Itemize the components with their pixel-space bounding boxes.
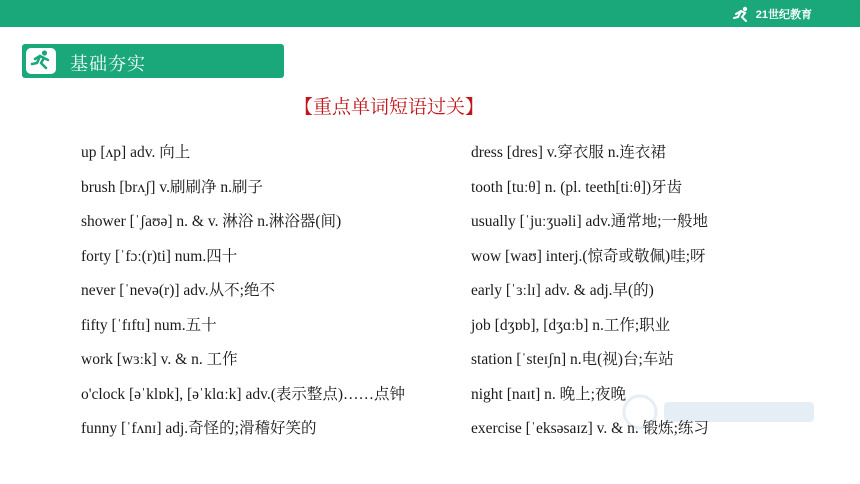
- vocab-item: up [ʌp] adv. 向上: [81, 144, 191, 161]
- running-figure-icon: [29, 49, 53, 73]
- section-icon-box: [26, 48, 56, 74]
- vocab-item: station [ˈsteɪʃn] n.电(视)台;车站: [471, 351, 674, 368]
- watermark-logo-icon: [620, 392, 820, 432]
- vocab-item: tooth [tuːθ] n. (pl. teeth[tiːθ])牙齿: [471, 178, 683, 196]
- vocabulary-subtitle: 【重点单词短语过关】: [294, 96, 485, 118]
- vocab-item: job [dʒɒb], [dʒɑːb] n.工作;职业: [471, 316, 671, 334]
- brand-logo: [732, 5, 812, 23]
- vocab-item: usually [ˈjuːʒuəli] adv.通常地;一般地: [471, 213, 709, 230]
- vocab-item: night [naɪt] n. 晚上;夜晚: [471, 385, 626, 403]
- vocab-item: dress [dres] v.穿衣服 n.连衣裙: [471, 144, 666, 161]
- vocab-item: never [ˈnevə(r)] adv.从不;绝不: [81, 282, 275, 299]
- vocab-item: forty [ˈfɔː(r)ti] num.四十: [81, 247, 238, 265]
- vocab-item: exercise [ˈeksəsaɪz] v. & n. 锻炼;练习: [471, 420, 709, 437]
- vocab-item: shower [ˈʃaʊə] n. & v. 淋浴 n.淋浴器(间): [81, 213, 342, 230]
- brand-text: 21世纪教育: [755, 9, 812, 21]
- vocab-item: funny [ˈfʌnɪ] adj.奇怪的;滑稽好笑的: [81, 420, 317, 437]
- vocab-item: wow [waʊ] interj.(惊奇或敬佩)哇;呀: [471, 247, 706, 265]
- vocab-item: o'clock [əˈklɒk], [əˈklɑːk] adv.(表示整点)……点钟: [81, 385, 406, 403]
- running-logo-icon: [732, 6, 752, 22]
- vocab-item: work [wɜːk] v. & n. 工作: [81, 351, 238, 368]
- section-header: [22, 44, 284, 78]
- top-banner: [0, 0, 860, 27]
- section-title: 基础夯实: [70, 54, 146, 75]
- vocab-item: brush [brʌʃ] v.刷刷净 n.刷子: [81, 178, 263, 196]
- left-vocab-column: [81, 136, 405, 447]
- vocab-item: fifty [ˈfɪftɪ] num.五十: [81, 316, 217, 334]
- vocab-item: early [ˈɜːlɪ] adv. & adj.早(的): [471, 282, 654, 299]
